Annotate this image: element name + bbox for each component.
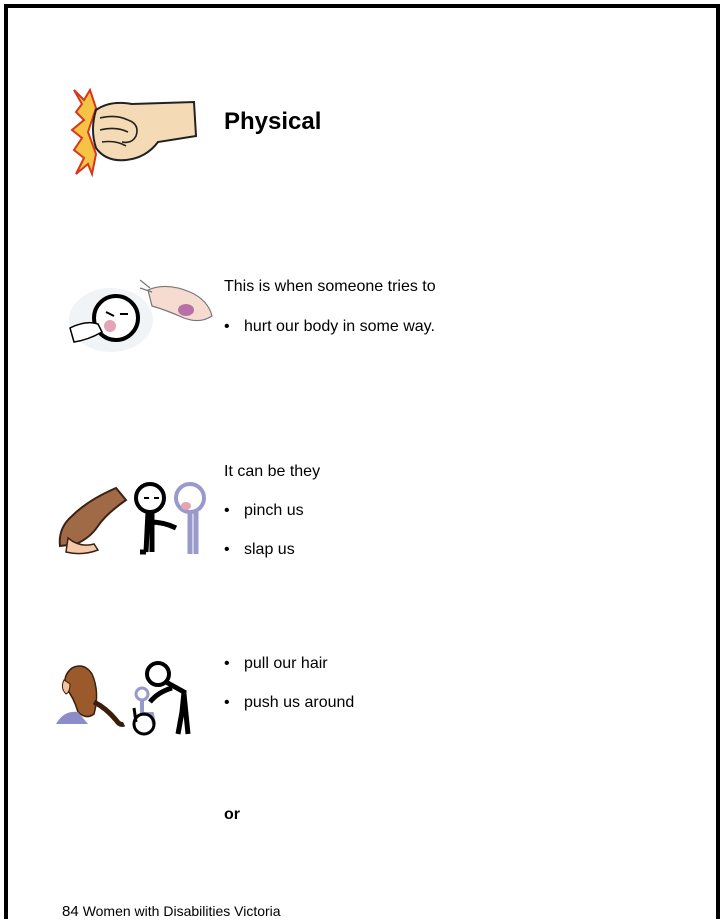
- hair-pull-and-push-icon: [54, 658, 204, 738]
- pinch-and-slap-icon: [54, 478, 214, 558]
- bullet-item: • pinch us: [224, 502, 304, 520]
- injured-face-and-bruised-arm-icon: [66, 270, 216, 354]
- document-page: [4, 4, 720, 919]
- page-number: 84: [62, 903, 79, 920]
- intro-lead-text: This is when someone tries to: [224, 278, 436, 295]
- bullet-item: • hurt our body in some way.: [224, 318, 435, 336]
- publisher-name: Women with Disabilities Victoria: [82, 903, 281, 919]
- bullet-item: • pull our hair: [224, 655, 328, 673]
- bullet-item: • slap us: [224, 541, 295, 559]
- bullet-item: • push us around: [224, 694, 354, 712]
- connector-text: or: [224, 806, 240, 823]
- page-title: Physical: [224, 108, 322, 135]
- examples-lead-text: It can be they: [224, 463, 321, 480]
- fist-punch-icon: [66, 84, 202, 180]
- page-footer: [62, 903, 281, 920]
